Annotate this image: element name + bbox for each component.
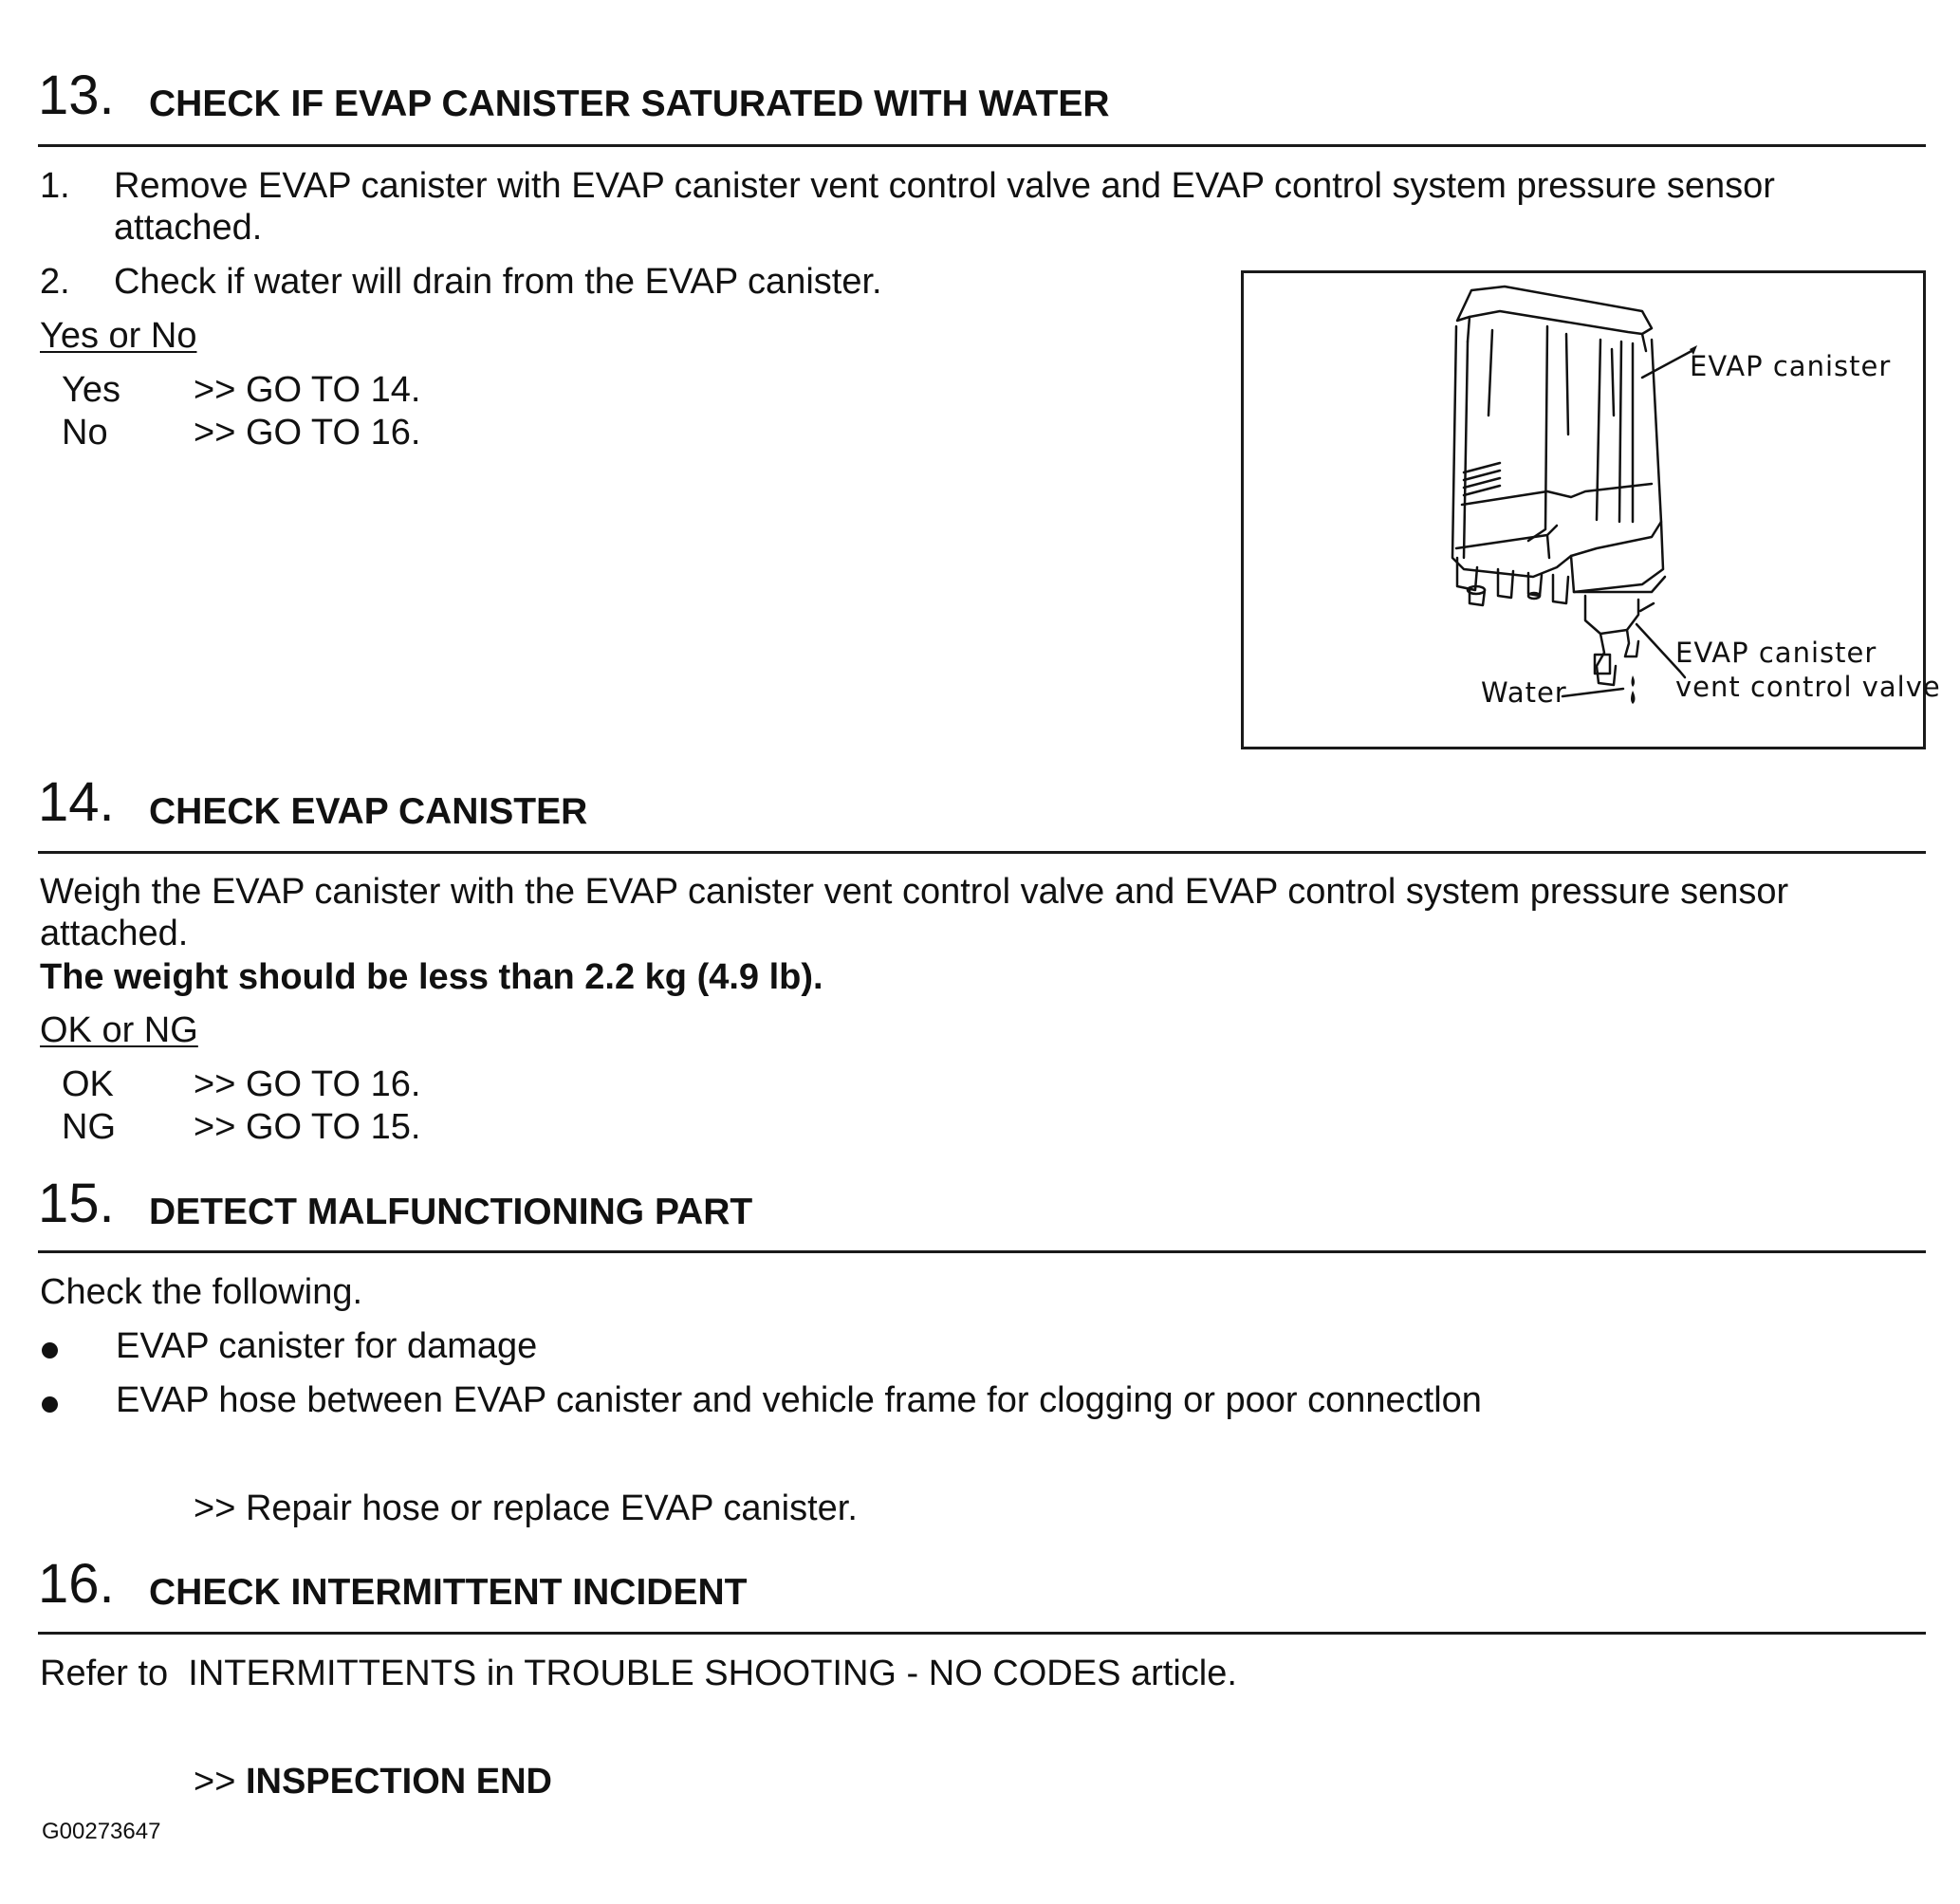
step-15-bullet-1: EVAP canister for damage [116, 1326, 538, 1366]
figure-label-evap-canister: EVAP canister [1690, 350, 1892, 382]
step-14-title: CHECK EVAP CANISTER [149, 791, 588, 832]
figure-reference-code: G00273647 [42, 1819, 161, 1844]
step-14-choice-ng-label: NG [62, 1107, 116, 1147]
step-15-title: DETECT MALFUNCTIONING PART [149, 1192, 753, 1232]
evap-canister-figure [1241, 270, 1941, 749]
step-13-title: CHECK IF EVAP CANISTER SATURATED WITH WATER [149, 83, 1110, 124]
step-16-number: 16. [38, 1553, 115, 1615]
step-15-action: >> Repair hose or replace EVAP canister. [194, 1488, 858, 1528]
step-13-choice-yes-action: >> GO TO 14. [194, 370, 421, 410]
step-13-choice-yes-label: Yes [62, 370, 120, 410]
step-16-action-prefix: >> [194, 1762, 246, 1802]
step-15-intro: Check the following. [40, 1272, 363, 1312]
step-13-choice-no-label: No [62, 413, 108, 453]
step-14-choice-ok-action: >> GO TO 16. [194, 1064, 421, 1104]
step-14-number: 14. [38, 771, 115, 833]
step-14-choice-ok-label: OK [62, 1064, 114, 1104]
step-16-title: CHECK INTERMITTENT INCIDENT [149, 1572, 748, 1613]
step-13-item-2-text: Check if water will drain from the EVAP canister. [114, 262, 882, 302]
step-16-rule [38, 1632, 1926, 1635]
step-16-action [194, 1761, 552, 1802]
step-13-choice-heading: Yes or No [40, 316, 197, 356]
step-15-bullet-2: EVAP hose between EVAP canister and vehicle frame for clogging or poor connectlon [116, 1380, 1482, 1420]
step-13-item-1-line-2: attached. [114, 208, 263, 248]
step-16-action-end: INSPECTION END [245, 1762, 552, 1802]
step-14-text-line-1: Weigh the EVAP canister with the EVAP canister vent control valve and EVAP control system pressure sensor [40, 872, 1789, 912]
step-14-rule [38, 851, 1926, 854]
step-16-text: Refer to INTERMITTENTS in TROUBLE SHOOTING - NO CODES article. [40, 1654, 1237, 1693]
step-13-number: 13. [38, 65, 115, 126]
bullet-icon [42, 1396, 58, 1413]
step-15-rule [38, 1250, 1926, 1253]
figure-label-water: Water [1481, 676, 1567, 709]
step-13-item-1-line-1: Remove EVAP canister with EVAP canister vent control valve and EVAP control system pressure sensor [114, 166, 1775, 206]
figure-label-vent-valve-2: vent control valve [1675, 671, 1941, 703]
figure-label-vent-valve-1: EVAP canister [1675, 637, 1877, 669]
step-14-choice-ng-action: >> GO TO 15. [194, 1107, 421, 1147]
step-13-rule [38, 144, 1926, 147]
step-13-choice-no-action: >> GO TO 16. [194, 413, 421, 453]
step-14-choice-heading: OK or NG [40, 1010, 198, 1050]
bullet-icon [42, 1342, 58, 1359]
step-13-item-1-number: 1. [40, 166, 70, 206]
step-13-item-2-number: 2. [40, 262, 70, 302]
step-14-weight-spec: The weight should be less than 2.2 kg (4.9 lb). [40, 957, 823, 997]
step-15-number: 15. [38, 1173, 115, 1234]
step-14-text-line-2: attached. [40, 914, 189, 953]
